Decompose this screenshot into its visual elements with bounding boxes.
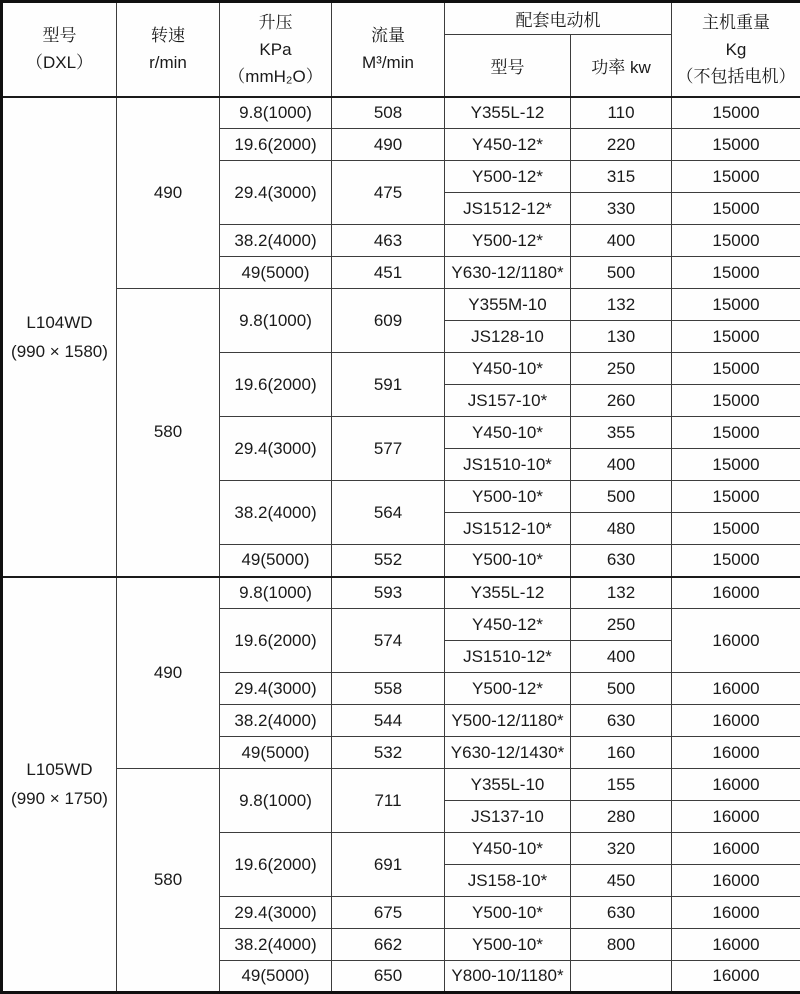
power-cell: 155 bbox=[571, 769, 672, 801]
flow-cell: 552 bbox=[332, 545, 445, 577]
header-speed-line2: r/min bbox=[117, 49, 219, 76]
weight-cell: 16000 bbox=[672, 609, 800, 673]
motor-model-cell: JS1510-12* bbox=[445, 641, 571, 673]
power-cell: 630 bbox=[571, 705, 672, 737]
power-cell: 500 bbox=[571, 481, 672, 513]
pressure-cell: 29.4(3000) bbox=[220, 161, 332, 225]
pressure-cell: 49(5000) bbox=[220, 737, 332, 769]
header-weight-line1: 主机重量 bbox=[672, 9, 800, 36]
weight-cell: 15000 bbox=[672, 449, 800, 481]
flow-cell: 544 bbox=[332, 705, 445, 737]
model-name: L104WD bbox=[3, 308, 116, 337]
flow-cell: 662 bbox=[332, 929, 445, 961]
header-model-line1: 型号 bbox=[3, 22, 116, 49]
power-cell: 110 bbox=[571, 97, 672, 129]
model-cell bbox=[2, 577, 117, 993]
pressure-cell: 29.4(3000) bbox=[220, 417, 332, 481]
motor-model-cell: Y355L-10 bbox=[445, 769, 571, 801]
header-flow-line2: M³/min bbox=[332, 49, 444, 76]
motor-model-cell: JS158-10* bbox=[445, 865, 571, 897]
pressure-cell: 19.6(2000) bbox=[220, 353, 332, 417]
model-size: (990 × 1580) bbox=[3, 337, 116, 366]
motor-model-cell: JS1512-12* bbox=[445, 193, 571, 225]
weight-cell: 16000 bbox=[672, 769, 800, 801]
motor-model-cell: Y500-10* bbox=[445, 929, 571, 961]
flow-cell: 558 bbox=[332, 673, 445, 705]
header-pressure-line2: KPa bbox=[220, 36, 331, 63]
pressure-cell: 9.8(1000) bbox=[220, 577, 332, 609]
weight-cell: 16000 bbox=[672, 801, 800, 833]
speed-cell: 490 bbox=[117, 97, 220, 289]
model-name: L105WD bbox=[3, 755, 116, 784]
speed-cell: 580 bbox=[117, 769, 220, 993]
motor-model-cell: JS128-10 bbox=[445, 321, 571, 353]
weight-cell: 15000 bbox=[672, 513, 800, 545]
table-row bbox=[2, 769, 800, 801]
power-cell: 132 bbox=[571, 289, 672, 321]
power-cell: 400 bbox=[571, 449, 672, 481]
power-cell bbox=[571, 961, 672, 993]
weight-cell: 16000 bbox=[672, 833, 800, 865]
weight-cell: 16000 bbox=[672, 865, 800, 897]
power-cell: 400 bbox=[571, 641, 672, 673]
weight-cell: 16000 bbox=[672, 673, 800, 705]
motor-model-cell: Y500-12* bbox=[445, 161, 571, 193]
header-speed bbox=[117, 2, 220, 97]
power-cell: 355 bbox=[571, 417, 672, 449]
motor-model-cell: Y450-10* bbox=[445, 353, 571, 385]
power-cell: 480 bbox=[571, 513, 672, 545]
motor-model-cell: Y500-12* bbox=[445, 673, 571, 705]
header-motor-model: 型号 bbox=[445, 35, 571, 97]
motor-model-cell: JS157-10* bbox=[445, 385, 571, 417]
header-pressure bbox=[220, 2, 332, 97]
pressure-cell: 38.2(4000) bbox=[220, 929, 332, 961]
weight-cell: 16000 bbox=[672, 897, 800, 929]
header-weight-line3: （不包括电机） bbox=[672, 63, 800, 90]
weight-cell: 15000 bbox=[672, 257, 800, 289]
header-weight-line2: Kg bbox=[672, 36, 800, 63]
motor-model-cell: Y500-12/1180* bbox=[445, 705, 571, 737]
flow-cell: 650 bbox=[332, 961, 445, 993]
power-cell: 330 bbox=[571, 193, 672, 225]
header-model bbox=[2, 2, 117, 97]
model-size: (990 × 1750) bbox=[3, 784, 116, 813]
power-cell: 450 bbox=[571, 865, 672, 897]
pressure-cell: 19.6(2000) bbox=[220, 129, 332, 161]
weight-cell: 15000 bbox=[672, 321, 800, 353]
table-row bbox=[2, 577, 800, 609]
motor-model-cell: JS1512-10* bbox=[445, 513, 571, 545]
weight-cell: 16000 bbox=[672, 961, 800, 993]
power-cell: 160 bbox=[571, 737, 672, 769]
motor-model-cell: Y800-10/1180* bbox=[445, 961, 571, 993]
pressure-cell: 49(5000) bbox=[220, 545, 332, 577]
motor-model-cell: Y630-12/1430* bbox=[445, 737, 571, 769]
power-cell: 250 bbox=[571, 353, 672, 385]
weight-cell: 15000 bbox=[672, 161, 800, 193]
motor-model-cell: Y355L-12 bbox=[445, 577, 571, 609]
power-cell: 630 bbox=[571, 545, 672, 577]
motor-model-cell: JS1510-10* bbox=[445, 449, 571, 481]
flow-cell: 475 bbox=[332, 161, 445, 225]
flow-cell: 711 bbox=[332, 769, 445, 833]
weight-cell: 15000 bbox=[672, 481, 800, 513]
motor-model-cell: Y500-12* bbox=[445, 225, 571, 257]
power-cell: 400 bbox=[571, 225, 672, 257]
power-cell: 320 bbox=[571, 833, 672, 865]
flow-cell: 609 bbox=[332, 289, 445, 353]
power-cell: 500 bbox=[571, 673, 672, 705]
pressure-cell: 38.2(4000) bbox=[220, 225, 332, 257]
motor-model-cell: Y450-12* bbox=[445, 129, 571, 161]
pressure-cell: 9.8(1000) bbox=[220, 97, 332, 129]
weight-cell: 16000 bbox=[672, 705, 800, 737]
speed-cell: 490 bbox=[117, 577, 220, 769]
header-motor-group: 配套电动机 bbox=[445, 2, 672, 35]
power-cell: 280 bbox=[571, 801, 672, 833]
power-cell: 630 bbox=[571, 897, 672, 929]
flow-cell: 532 bbox=[332, 737, 445, 769]
power-cell: 220 bbox=[571, 129, 672, 161]
weight-cell: 15000 bbox=[672, 97, 800, 129]
header-model-line2: （DXL） bbox=[3, 49, 116, 76]
weight-cell: 15000 bbox=[672, 129, 800, 161]
pressure-cell: 19.6(2000) bbox=[220, 609, 332, 673]
weight-cell: 15000 bbox=[672, 353, 800, 385]
flow-cell: 593 bbox=[332, 577, 445, 609]
pressure-cell: 9.8(1000) bbox=[220, 289, 332, 353]
flow-cell: 577 bbox=[332, 417, 445, 481]
motor-model-cell: JS137-10 bbox=[445, 801, 571, 833]
motor-model-cell: Y355L-12 bbox=[445, 97, 571, 129]
weight-cell: 15000 bbox=[672, 225, 800, 257]
flow-cell: 508 bbox=[332, 97, 445, 129]
model-cell bbox=[2, 97, 117, 577]
weight-cell: 15000 bbox=[672, 417, 800, 449]
pressure-cell: 49(5000) bbox=[220, 961, 332, 993]
table-row bbox=[2, 97, 800, 129]
weight-cell: 15000 bbox=[672, 545, 800, 577]
header-motor-power: 功率 kw bbox=[571, 35, 672, 97]
flow-cell: 490 bbox=[332, 129, 445, 161]
power-cell: 260 bbox=[571, 385, 672, 417]
header-flow bbox=[332, 2, 445, 97]
motor-model-cell: Y450-12* bbox=[445, 609, 571, 641]
power-cell: 132 bbox=[571, 577, 672, 609]
power-cell: 130 bbox=[571, 321, 672, 353]
speed-cell: 580 bbox=[117, 289, 220, 577]
pressure-cell: 19.6(2000) bbox=[220, 833, 332, 897]
motor-model-cell: Y500-10* bbox=[445, 545, 571, 577]
motor-model-cell: Y355M-10 bbox=[445, 289, 571, 321]
motor-model-cell: Y450-10* bbox=[445, 833, 571, 865]
weight-cell: 15000 bbox=[672, 385, 800, 417]
pressure-cell: 29.4(3000) bbox=[220, 897, 332, 929]
flow-cell: 451 bbox=[332, 257, 445, 289]
weight-cell: 15000 bbox=[672, 289, 800, 321]
pressure-cell: 38.2(4000) bbox=[220, 481, 332, 545]
power-cell: 250 bbox=[571, 609, 672, 641]
flow-cell: 591 bbox=[332, 353, 445, 417]
header-weight bbox=[672, 2, 800, 97]
weight-cell: 15000 bbox=[672, 193, 800, 225]
power-cell: 800 bbox=[571, 929, 672, 961]
weight-cell: 16000 bbox=[672, 929, 800, 961]
pressure-cell: 29.4(3000) bbox=[220, 673, 332, 705]
header-pressure-line1: 升压 bbox=[220, 9, 331, 36]
motor-model-cell: Y630-12/1180* bbox=[445, 257, 571, 289]
motor-model-cell: Y500-10* bbox=[445, 481, 571, 513]
flow-cell: 463 bbox=[332, 225, 445, 257]
flow-cell: 564 bbox=[332, 481, 445, 545]
pressure-cell: 49(5000) bbox=[220, 257, 332, 289]
flow-cell: 574 bbox=[332, 609, 445, 673]
header-pressure-line3: （mmH₂O） bbox=[220, 63, 331, 90]
weight-cell: 16000 bbox=[672, 577, 800, 609]
power-cell: 315 bbox=[571, 161, 672, 193]
header-speed-line1: 转速 bbox=[117, 22, 219, 49]
flow-cell: 691 bbox=[332, 833, 445, 897]
weight-cell: 16000 bbox=[672, 737, 800, 769]
pressure-cell: 38.2(4000) bbox=[220, 705, 332, 737]
motor-model-cell: Y450-10* bbox=[445, 417, 571, 449]
header-row-1 bbox=[2, 2, 800, 35]
header-flow-line1: 流量 bbox=[332, 22, 444, 49]
table-row bbox=[2, 289, 800, 321]
power-cell: 500 bbox=[571, 257, 672, 289]
flow-cell: 675 bbox=[332, 897, 445, 929]
pressure-cell: 9.8(1000) bbox=[220, 769, 332, 833]
motor-model-cell: Y500-10* bbox=[445, 897, 571, 929]
